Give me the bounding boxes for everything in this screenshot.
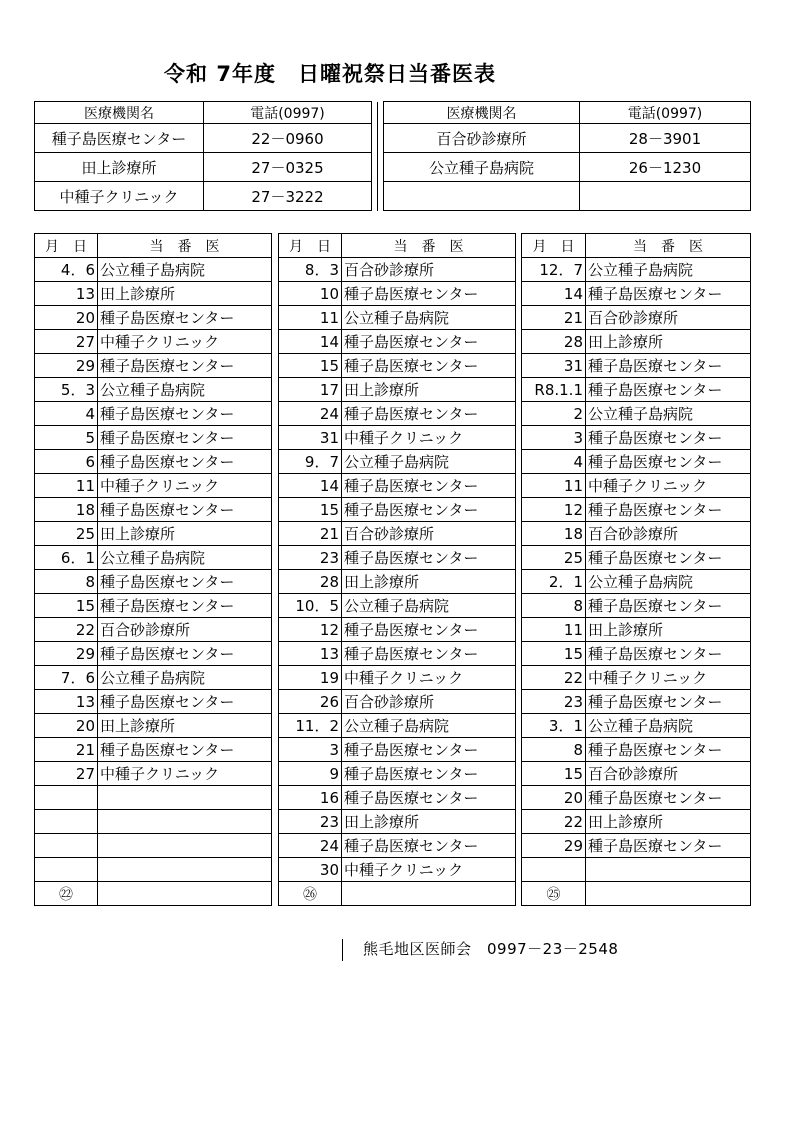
schedule-row (279, 738, 516, 762)
duty-date: 11 (35, 474, 98, 498)
duty-date: 8 (35, 570, 98, 594)
schedule-row (522, 690, 751, 714)
schedule-row (522, 810, 751, 834)
schedule-row (522, 498, 751, 522)
duty-doctor: 公立種子島病院 (586, 570, 751, 594)
schedule-row (279, 786, 516, 810)
schedule-row (35, 378, 272, 402)
duty-date: 10 (279, 282, 342, 306)
duty-doctor: 種子島医療センター (342, 834, 516, 858)
duty-date: 23 (522, 690, 586, 714)
duty-doctor: 中種子クリニック (98, 474, 272, 498)
duty-doctor: 種子島医療センター (98, 642, 272, 666)
duty-date: 18 (35, 498, 98, 522)
duty-doctor: 種子島医療センター (342, 618, 516, 642)
duty-doctor: 種子島医療センター (586, 354, 751, 378)
schedule-row (279, 570, 516, 594)
duty-date: 25 (522, 546, 586, 570)
schedule-row (279, 498, 516, 522)
schedule-row (279, 354, 516, 378)
schedule-total-row (35, 882, 272, 906)
schedule-row (35, 570, 272, 594)
duty-date: 10．5 (279, 594, 342, 618)
schedule-total-row (522, 882, 751, 906)
schedule-row (522, 402, 751, 426)
duty-date: 29 (35, 354, 98, 378)
schedule-row (522, 282, 751, 306)
duty-date: 20 (522, 786, 586, 810)
duty-doctor: 種子島医療センター (98, 450, 272, 474)
schedule-row (522, 354, 751, 378)
schedule-row (279, 546, 516, 570)
duty-doctor: 種子島医療センター (586, 498, 751, 522)
duty-doctor: 田上診療所 (342, 810, 516, 834)
schedule-row (522, 258, 751, 282)
duty-doctor (98, 834, 272, 858)
duty-doctor: 種子島医療センター (586, 786, 751, 810)
schedule-header-row (279, 234, 516, 258)
duty-doctor: 公立種子島病院 (586, 258, 751, 282)
schedule-row (279, 306, 516, 330)
duty-date: 3 (279, 738, 342, 762)
duty-doctor: 中種子クリニック (586, 474, 751, 498)
duty-date: 4 (522, 450, 586, 474)
schedule-row (522, 306, 751, 330)
duty-doctor: 公立種子島病院 (98, 666, 272, 690)
duty-date: 11．2 (279, 714, 342, 738)
institution-name (384, 182, 580, 211)
duty-doctor (98, 858, 272, 882)
footer-contact: 熊毛地区医師会 0997－23－2548 (342, 939, 618, 961)
duty-date: 26 (279, 690, 342, 714)
duty-date: 30 (279, 858, 342, 882)
schedule-row (35, 642, 272, 666)
duty-doctor: 百合砂診療所 (586, 522, 751, 546)
duty-doctor: 田上診療所 (586, 810, 751, 834)
duty-date: 29 (522, 834, 586, 858)
schedule-row (279, 642, 516, 666)
duty-date: 2．1 (522, 570, 586, 594)
duty-date: 6 (35, 450, 98, 474)
schedule-row (279, 330, 516, 354)
duty-doctor: 種子島医療センター (342, 402, 516, 426)
schedule-row (35, 354, 272, 378)
schedule-row (35, 690, 272, 714)
duty-doctor: 田上診療所 (98, 282, 272, 306)
duty-date: 23 (279, 546, 342, 570)
duty-doctor: 種子島医療センター (342, 498, 516, 522)
duty-doctor: 百合砂診療所 (342, 522, 516, 546)
duty-date: 8 (522, 594, 586, 618)
schedule-row (35, 306, 272, 330)
institution-row (35, 182, 751, 211)
duty-doctor: 種子島医療センター (342, 642, 516, 666)
schedule-row (522, 546, 751, 570)
institution-name: 種子島医療センター (35, 124, 204, 153)
schedule-row (522, 378, 751, 402)
schedule-row (35, 738, 272, 762)
duty-date: 4 (35, 402, 98, 426)
schedule-row (279, 714, 516, 738)
schedule-row (522, 786, 751, 810)
schedule-row (35, 282, 272, 306)
schedule-row (35, 618, 272, 642)
duty-date (35, 810, 98, 834)
duty-doctor: 田上診療所 (586, 330, 751, 354)
duty-doctor: 種子島医療センター (586, 426, 751, 450)
duty-doctor: 種子島医療センター (98, 354, 272, 378)
duty-date: 11 (279, 306, 342, 330)
schedule-row (35, 714, 272, 738)
duty-doctor: 田上診療所 (98, 714, 272, 738)
duty-doctor: 田上診療所 (586, 618, 751, 642)
schedule-row (279, 474, 516, 498)
duty-doctor: 百合砂診療所 (342, 690, 516, 714)
institution-phone: 26－1230 (580, 153, 751, 182)
duty-doctor: 公立種子島病院 (98, 258, 272, 282)
institution-phone: 27－3222 (204, 182, 372, 211)
schedule-row (35, 762, 272, 786)
schedule-row (279, 594, 516, 618)
schedule-row (522, 522, 751, 546)
duty-count-blank (342, 882, 516, 906)
duty-date: 22 (522, 666, 586, 690)
duty-date: 27 (35, 762, 98, 786)
schedule-row (279, 258, 516, 282)
schedule-header-row (522, 234, 751, 258)
duty-doctor: 田上診療所 (342, 378, 516, 402)
duty-doctor: 種子島医療センター (586, 834, 751, 858)
header-name: 医療機関名 (384, 102, 580, 124)
schedule-row (35, 666, 272, 690)
duty-date: R8.1.1 (522, 378, 586, 402)
header-date: 月 日 (279, 234, 342, 258)
duty-doctor: 種子島医療センター (586, 594, 751, 618)
duty-doctor: 中種子クリニック (342, 666, 516, 690)
institution-phone (580, 182, 751, 211)
duty-date: 27 (35, 330, 98, 354)
duty-doctor: 田上診療所 (98, 522, 272, 546)
institution-name: 百合砂診療所 (384, 124, 580, 153)
duty-doctor: 種子島医療センター (342, 738, 516, 762)
duty-doctor: 種子島医療センター (342, 474, 516, 498)
duty-date: 3 (522, 426, 586, 450)
duty-doctor: 百合砂診療所 (586, 306, 751, 330)
schedule-table-2 (278, 233, 516, 906)
duty-count-blank (586, 882, 751, 906)
duty-doctor: 中種子クリニック (586, 666, 751, 690)
header-date: 月 日 (522, 234, 586, 258)
header-date: 月 日 (35, 234, 98, 258)
institution-phone: 28－3901 (580, 124, 751, 153)
duty-date: 12．7 (522, 258, 586, 282)
duty-doctor: 種子島医療センター (586, 642, 751, 666)
schedule-row (522, 666, 751, 690)
schedule-row (279, 834, 516, 858)
duty-doctor (98, 810, 272, 834)
schedule-row (522, 642, 751, 666)
duty-doctor: 中種子クリニック (98, 330, 272, 354)
duty-count: ㉒ (35, 882, 98, 906)
duty-doctor: 百合砂診療所 (586, 762, 751, 786)
duty-date: 14 (522, 282, 586, 306)
duty-doctor: 種子島医療センター (98, 690, 272, 714)
schedule-row (522, 858, 751, 882)
schedule-row (35, 834, 272, 858)
schedule-row (35, 330, 272, 354)
duty-date: 21 (522, 306, 586, 330)
duty-date: 15 (522, 642, 586, 666)
duty-date: 12 (279, 618, 342, 642)
duty-date: 20 (35, 306, 98, 330)
duty-date: 13 (35, 282, 98, 306)
schedule-row (522, 738, 751, 762)
duty-date: 16 (279, 786, 342, 810)
header-doctor: 当 番 医 (98, 234, 272, 258)
duty-date: 20 (35, 714, 98, 738)
header-phone: 電話(0997) (580, 102, 751, 124)
institution-phone: 22－0960 (204, 124, 372, 153)
duty-date: 9．7 (279, 450, 342, 474)
duty-date: 5．3 (35, 378, 98, 402)
duty-doctor (586, 858, 751, 882)
duty-doctor: 種子島医療センター (98, 306, 272, 330)
duty-date: 14 (279, 474, 342, 498)
duty-count: ㉖ (279, 882, 342, 906)
institution-name: 中種子クリニック (35, 182, 204, 211)
schedule-row (35, 474, 272, 498)
duty-doctor: 種子島医療センター (586, 690, 751, 714)
duty-date: 21 (279, 522, 342, 546)
institutions-header-row (35, 102, 751, 124)
duty-date (522, 858, 586, 882)
duty-doctor: 公立種子島病院 (342, 714, 516, 738)
institution-name: 公立種子島病院 (384, 153, 580, 182)
duty-date: 7．6 (35, 666, 98, 690)
duty-doctor: 種子島医療センター (586, 738, 751, 762)
duty-date: 8 (522, 738, 586, 762)
schedule-row (279, 858, 516, 882)
schedule-row (35, 810, 272, 834)
institution-row (35, 124, 751, 153)
duty-date: 6．1 (35, 546, 98, 570)
duty-date: 28 (279, 570, 342, 594)
duty-doctor: 種子島医療センター (98, 738, 272, 762)
schedule-row (35, 546, 272, 570)
duty-doctor: 種子島医療センター (342, 762, 516, 786)
schedule-header-row (35, 234, 272, 258)
duty-date (35, 786, 98, 810)
duty-doctor: 公立種子島病院 (98, 378, 272, 402)
schedule-row (279, 690, 516, 714)
schedule-row (35, 450, 272, 474)
duty-date: 2 (522, 402, 586, 426)
duty-doctor: 種子島医療センター (586, 450, 751, 474)
duty-count-blank (98, 882, 272, 906)
duty-date: 24 (279, 834, 342, 858)
duty-doctor: 種子島医療センター (586, 546, 751, 570)
institution-row (35, 153, 751, 182)
duty-date: 17 (279, 378, 342, 402)
duty-date: 12 (522, 498, 586, 522)
duty-doctor: 種子島医療センター (98, 570, 272, 594)
schedule-row (35, 594, 272, 618)
schedule-row (35, 786, 272, 810)
schedule-row (522, 426, 751, 450)
header-phone: 電話(0997) (204, 102, 372, 124)
schedule-row (522, 594, 751, 618)
institution-phone: 27－0325 (204, 153, 372, 182)
duty-date: 11 (522, 618, 586, 642)
schedule-row (522, 450, 751, 474)
schedule-row (35, 258, 272, 282)
duty-date: 19 (279, 666, 342, 690)
schedule-row (522, 570, 751, 594)
header-doctor: 当 番 医 (342, 234, 516, 258)
duty-date: 22 (522, 810, 586, 834)
duty-doctor (98, 786, 272, 810)
duty-doctor: 公立種子島病院 (342, 594, 516, 618)
duty-date: 29 (35, 642, 98, 666)
duty-doctor: 公立種子島病院 (586, 402, 751, 426)
duty-doctor: 田上診療所 (342, 570, 516, 594)
duty-date: 24 (279, 402, 342, 426)
page-title: 令和 7年度 日曜祝祭日当番医表 (164, 62, 496, 86)
duty-doctor: 種子島医療センター (342, 354, 516, 378)
duty-doctor: 種子島医療センター (342, 546, 516, 570)
schedule-row (279, 282, 516, 306)
duty-date: 21 (35, 738, 98, 762)
duty-doctor: 種子島医療センター (342, 282, 516, 306)
duty-doctor: 中種子クリニック (342, 858, 516, 882)
duty-doctor: 種子島医療センター (586, 282, 751, 306)
schedule-row (35, 402, 272, 426)
duty-date: 13 (279, 642, 342, 666)
duty-date: 28 (522, 330, 586, 354)
duty-date: 15 (35, 594, 98, 618)
duty-doctor: 種子島医療センター (586, 378, 751, 402)
schedule-row (279, 522, 516, 546)
schedule-table-1 (34, 233, 272, 906)
duty-doctor: 種子島医療センター (342, 330, 516, 354)
schedule-row (522, 714, 751, 738)
duty-doctor: 公立種子島病院 (586, 714, 751, 738)
duty-date: 23 (279, 810, 342, 834)
duty-date (35, 858, 98, 882)
header-doctor: 当 番 医 (586, 234, 751, 258)
schedule-row (279, 378, 516, 402)
duty-date: 15 (522, 762, 586, 786)
duty-date: 3．1 (522, 714, 586, 738)
schedule-row (35, 522, 272, 546)
schedule-row (279, 450, 516, 474)
schedule-row (279, 402, 516, 426)
duty-date: 5 (35, 426, 98, 450)
duty-doctor: 公立種子島病院 (342, 450, 516, 474)
duty-date: 31 (279, 426, 342, 450)
duty-doctor: 種子島医療センター (98, 594, 272, 618)
duty-date: 15 (279, 498, 342, 522)
duty-doctor: 百合砂診療所 (342, 258, 516, 282)
duty-date: 9 (279, 762, 342, 786)
schedule-row (35, 426, 272, 450)
duty-date: 8．3 (279, 258, 342, 282)
duty-doctor: 公立種子島病院 (342, 306, 516, 330)
schedule-row (35, 858, 272, 882)
schedule-row (522, 762, 751, 786)
schedule-row (35, 498, 272, 522)
schedule-row (522, 330, 751, 354)
schedule-table-3 (521, 233, 751, 906)
duty-date: 18 (522, 522, 586, 546)
schedule-row (279, 618, 516, 642)
schedule-row (522, 474, 751, 498)
duty-doctor: 種子島医療センター (342, 786, 516, 810)
header-name: 医療機関名 (35, 102, 204, 124)
duty-date: 31 (522, 354, 586, 378)
institution-name: 田上診療所 (35, 153, 204, 182)
duty-doctor: 種子島医療センター (98, 426, 272, 450)
duty-date: 13 (35, 690, 98, 714)
institutions-table (34, 101, 751, 211)
duty-doctor: 百合砂診療所 (98, 618, 272, 642)
duty-date: 14 (279, 330, 342, 354)
schedule-row (279, 666, 516, 690)
duty-doctor: 中種子クリニック (342, 426, 516, 450)
duty-date (35, 834, 98, 858)
schedule-row (522, 834, 751, 858)
schedule-row (279, 426, 516, 450)
duty-date: 15 (279, 354, 342, 378)
duty-doctor: 中種子クリニック (98, 762, 272, 786)
duty-date: 11 (522, 474, 586, 498)
duty-doctor: 公立種子島病院 (98, 546, 272, 570)
duty-doctor: 種子島医療センター (98, 402, 272, 426)
schedule-row (279, 762, 516, 786)
duty-count: ㉕ (522, 882, 586, 906)
duty-date: 25 (35, 522, 98, 546)
schedule-row (279, 810, 516, 834)
duty-date: 4．6 (35, 258, 98, 282)
schedule-total-row (279, 882, 516, 906)
schedule-row (522, 618, 751, 642)
duty-date: 22 (35, 618, 98, 642)
duty-doctor: 種子島医療センター (98, 498, 272, 522)
